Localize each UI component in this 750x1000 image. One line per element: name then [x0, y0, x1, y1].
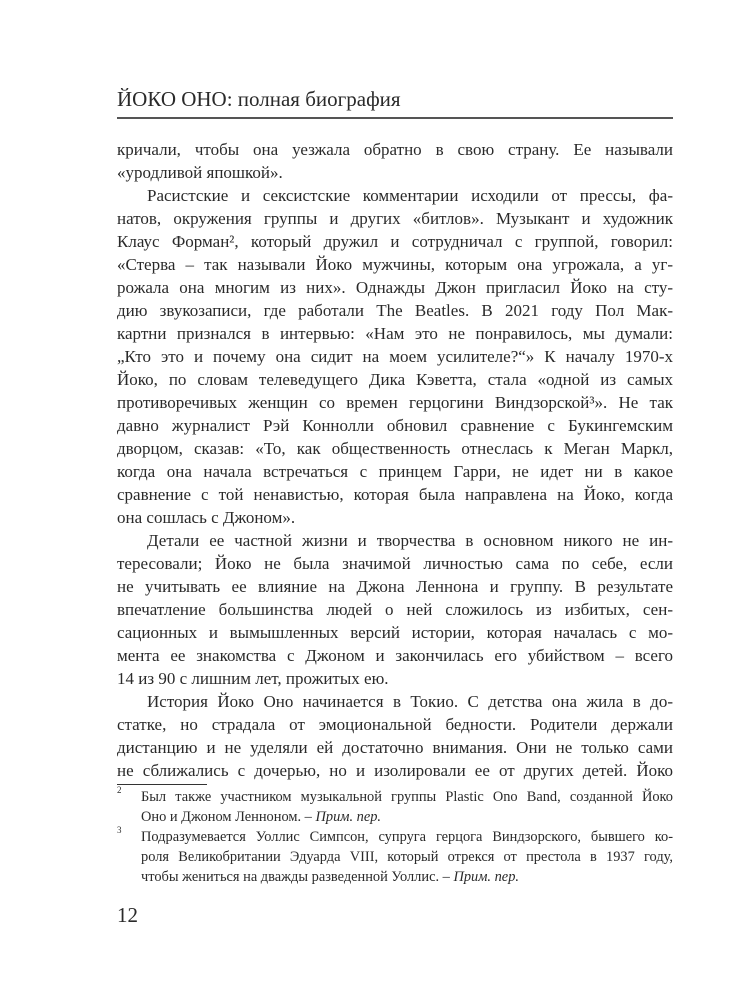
- text-line: статке, но страдала от эмоциональной бедности. Родители держали: [117, 715, 673, 734]
- text-line: рожала она многим из них». Однажды Джон пригласил Йоко на сту-: [117, 278, 673, 297]
- footnote-line: [141, 847, 673, 867]
- footnote-text: Подразумевается Уоллис Симпсон, супруга герцога Виндзорского, бывшего ко-: [141, 829, 673, 845]
- text-line: натов, окружения группы и других «битлов». Музыкант и художник: [117, 209, 673, 228]
- footnote-number: 2: [117, 785, 122, 795]
- text-line: картни признался в интервью: «Нам это не понравилось, мы думали:: [117, 324, 673, 343]
- text-line: „Кто это и почему она сидит на моем усилителе?“» К началу 1970-х: [117, 347, 673, 366]
- text-line: История Йоко Оно начинается в Токио. С детства она жила в до-: [147, 692, 673, 711]
- text-line: дистанцию и не уделяли ей достаточно внимания. Они не только сами: [117, 738, 673, 757]
- footnote-text: Был также участником музыкальной группы Plastic Ono Band, созданной Йоко: [141, 789, 673, 805]
- text-line: сравнение с той ненавистью, которая была направлена на Йоко, когда: [117, 485, 673, 504]
- footnote-line: [141, 867, 673, 887]
- footnote-text: чтобы жениться на дважды разведенной Уоллис. –: [141, 869, 454, 885]
- running-header: ЙОКО ОНО: полная биография: [117, 87, 401, 111]
- footnote: [117, 827, 673, 887]
- footnote-number: 3: [117, 825, 122, 835]
- text-line: мента ее знакомства с Джоном и закончилась его убийством – всего: [117, 646, 673, 665]
- text-line: тересовали; Йоко не была значимой личностью сама по себе, если: [117, 554, 673, 573]
- text-line: дию звукозаписи, где работали The Beatles. В 2021 году Пол Мак-: [117, 301, 673, 320]
- text-line: давно журналист Рэй Коннолли обновил сравнение с Букингемским: [117, 416, 673, 435]
- text-line: когда она начала встречаться с принцем Гарри, не идет ни в какое: [117, 462, 673, 481]
- text-line: противоречивых женщин со времен герцогини Виндзорской³». Не так: [117, 393, 673, 412]
- translator-note-mark: Прим. пер.: [315, 809, 382, 825]
- footnotes: [117, 787, 673, 887]
- text-line: 14 из 90 с лишним лет, прожитых ею.: [117, 669, 389, 688]
- text-line: она сошлась с Джоном».: [117, 508, 296, 527]
- text-line: Расистские и сексистские комментарии исходили от прессы, фа-: [147, 186, 673, 205]
- footnote-line: [141, 827, 673, 847]
- footnote: [117, 787, 673, 827]
- footnote-text: Оно и Джоном Ленноном. –: [141, 809, 316, 825]
- text-line: Йоко, по словам телеведущего Дика Кэветта, стала «одной из самых: [117, 370, 673, 389]
- text-line: сационных и вымышленных версий истории, которая началась с мо-: [117, 623, 673, 642]
- paragraph: [117, 529, 673, 690]
- text-line: не учитывать ее влияние на Джона Леннона и группу. В результате: [117, 577, 673, 596]
- text-line: дворцом, сказав: «То, как общественность отнеслась к Меган Маркл,: [117, 439, 673, 458]
- paragraph: [117, 138, 673, 184]
- translator-note-mark: Прим. пер.: [453, 869, 519, 885]
- text-line: впечатление большинства людей о ней сложилось из избитых, сен-: [117, 600, 673, 619]
- text-line: Клаус Форман², который дружил и сотрудничал с группой, говорил:: [117, 232, 673, 251]
- header-rule: [117, 117, 673, 119]
- text-line: «Стерва – так называли Йоко мужчины, которым она угрожала, а уг-: [117, 255, 673, 274]
- footnote-rule: [117, 784, 207, 785]
- text-line: не сближались с дочерью, но и изолировали ее от других детей. Йоко: [117, 761, 673, 780]
- page-number: 12: [117, 903, 138, 927]
- paragraph: [117, 184, 673, 529]
- paragraph: [117, 690, 673, 782]
- text-line: Детали ее частной жизни и творчества в основном никого не ин-: [147, 531, 673, 550]
- footnote-text: роля Великобритании Эдуарда VIII, который отрекся от престола в 1937 году,: [141, 849, 673, 865]
- body-text: [117, 138, 673, 782]
- footnote-line: [141, 787, 673, 807]
- text-line: «уродливой япошкой».: [117, 163, 283, 182]
- text-line: кричали, чтобы она уезжала обратно в свою страну. Ее называли: [117, 140, 673, 159]
- footnote-line: [141, 807, 673, 827]
